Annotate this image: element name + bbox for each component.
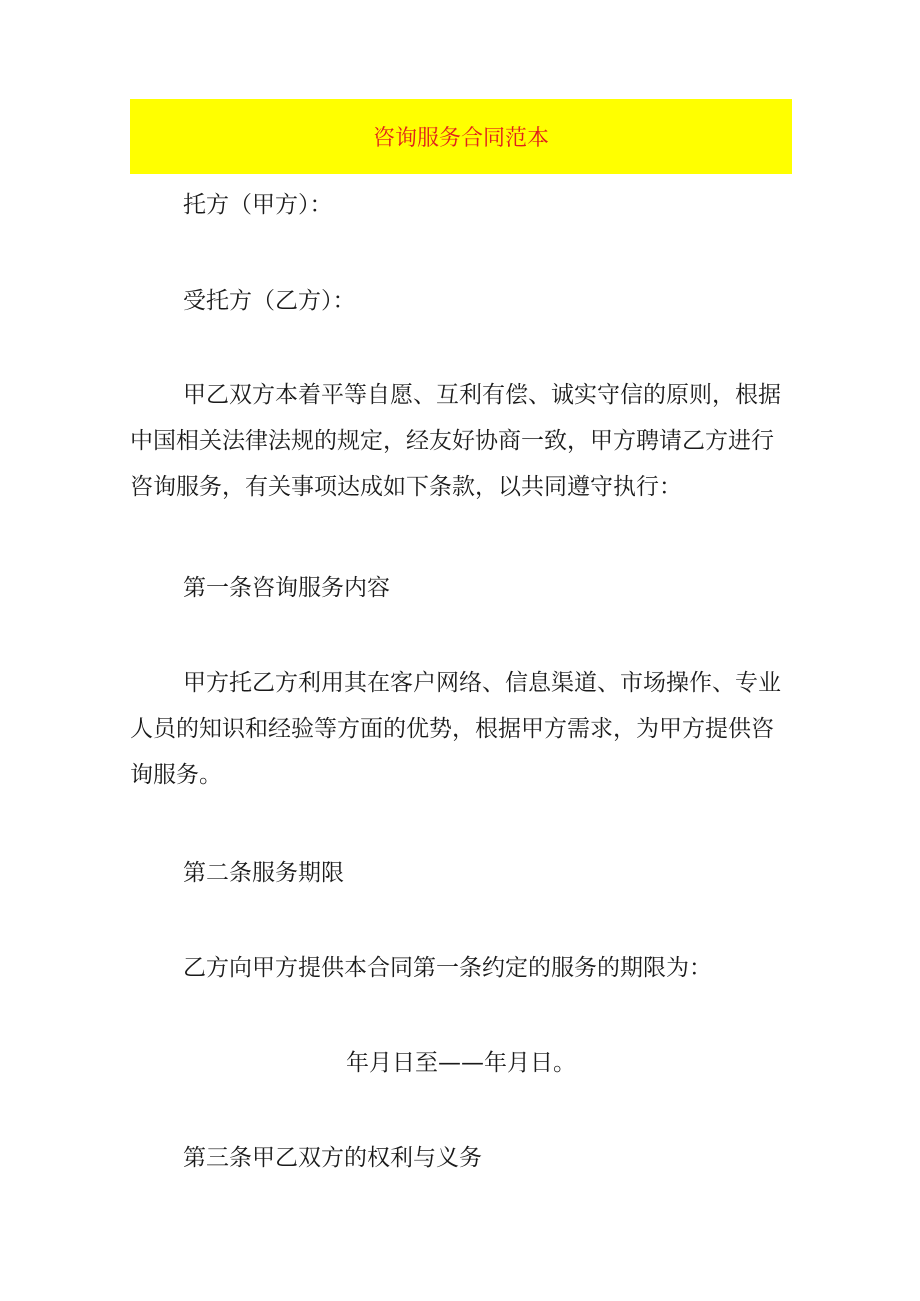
article-3-heading-text: 第三条甲乙双方的权利与义务 (183, 1145, 482, 1171)
article-1-line-3: 询服务。 (130, 762, 222, 788)
document-title: 咨询服务合同范本 (372, 126, 549, 151)
party-b-line (130, 278, 792, 324)
article-2-body (130, 945, 792, 991)
service-period: 年月日至——年月日。 (346, 1050, 576, 1076)
article-1-line-1: 甲方托乙方利用其在客户网络、信息渠道、市场操作、专业 (183, 670, 781, 696)
article-3-heading (130, 1135, 792, 1181)
preamble-line-2: 中国相关法律法规的规定，经友好协商一致，甲方聘请乙方进行 (130, 428, 774, 454)
article-2-heading (130, 850, 792, 896)
preamble-line-1: 甲乙双方本着平等自愿、互利有偿、诚实守信的原则，根据 (183, 382, 781, 408)
party-b-label: 受托方（乙方）： (183, 288, 356, 314)
article-1-heading-text: 第一条咨询服务内容 (183, 575, 390, 601)
preamble-line-3: 咨询服务，有关事项达成如下条款，以共同遵守执行： (130, 474, 682, 500)
article-1-line-2: 人员的知识和经验等方面的优势，根据甲方需求，为甲方提供咨 (130, 716, 774, 742)
article-1-heading (130, 565, 792, 611)
preamble-paragraph (130, 372, 792, 510)
party-a-label: 托方（甲方）： (183, 192, 333, 218)
party-a-line (130, 182, 792, 228)
article-2-body-text: 乙方向甲方提供本合同第一条约定的服务的期限为： (183, 955, 712, 981)
title-banner (130, 99, 792, 174)
article-2-heading-text: 第二条服务期限 (183, 860, 344, 886)
article-1-body (130, 660, 792, 798)
